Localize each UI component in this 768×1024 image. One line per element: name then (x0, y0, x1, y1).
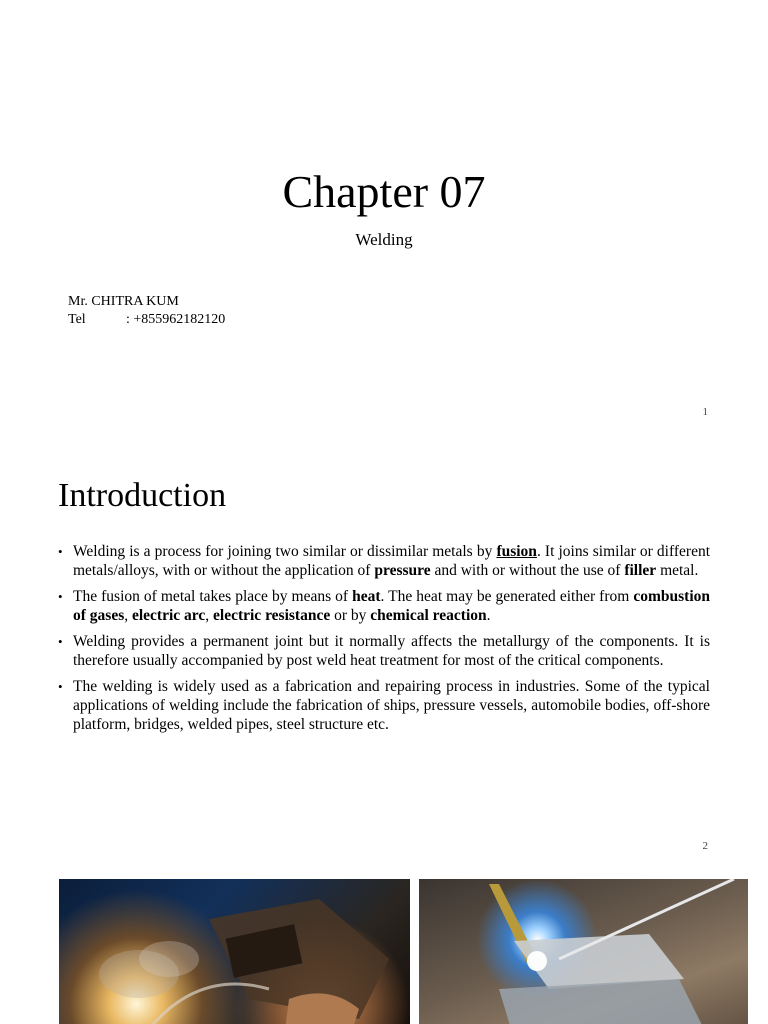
bullet-text: . The heat may be generated either from (380, 588, 634, 605)
page-number: 2 (702, 840, 708, 852)
bullet-term: fusion (496, 543, 537, 560)
bullet-term: filler (624, 562, 657, 579)
bullet-icon: • (58, 589, 63, 604)
bullet-text: The welding is widely used as a fabrication and repairing process in industries. Some of the typical applications of welding include the fabrication of ships, pressure vessels, automobile bodies, off-shore platform, bridges, welded pipes, steel structure etc. (73, 678, 710, 733)
bullet-item (58, 677, 710, 734)
bullet-text: and with or without the use of (430, 562, 625, 579)
torch-illustration (419, 879, 748, 1024)
photo-slide (0, 864, 768, 1024)
bullet-item (58, 632, 710, 670)
bullet-text: The fusion of metal takes place by means of (73, 588, 353, 605)
bullet-text: . (486, 607, 491, 624)
author-tel-row (68, 311, 225, 329)
introduction-slide (0, 432, 768, 864)
bullet-term: combustion of gases (73, 588, 710, 624)
welder-illustration (59, 879, 410, 1024)
slide-title: Chapter 07 (282, 166, 486, 217)
slide-heading: Introduction (58, 477, 227, 514)
welder-with-mask-photo (59, 879, 410, 1024)
bullet-term: pressure (374, 562, 431, 579)
bullet-term: electric arc (131, 607, 206, 624)
bullet-icon: • (58, 679, 63, 694)
bullet-text: . It joins similar or different metals/alloys, with or without the application of (73, 543, 711, 579)
tel-label: Tel (68, 312, 86, 327)
bullet-item (58, 587, 710, 625)
bullet-term: heat (352, 588, 381, 605)
bullet-text: Welding provides a permanent joint but it normally affects the metallurgy of the components. It is therefore usually accompanied by post weld heat treatment for most of the critical components. (73, 633, 710, 669)
torch-welding-plate-photo (419, 879, 748, 1024)
title-slide (0, 0, 768, 432)
bullet-text: metal. (656, 562, 699, 579)
bullet-text: , (124, 607, 132, 624)
bullet-text: or by (330, 607, 371, 624)
author-name: Mr. CHITRA KUM (68, 294, 179, 309)
bullet-term: electric resistance (213, 607, 331, 624)
slide-subtitle: Welding (355, 230, 413, 249)
bullet-icon: • (58, 634, 63, 649)
author-name-row (68, 293, 225, 311)
bullet-icon: • (58, 544, 63, 559)
author-block (68, 293, 225, 329)
bullet-text: Welding is a process for joining two similar or dissimilar metals by (73, 543, 497, 560)
bullet-term: chemical reaction (370, 607, 487, 624)
bullet-item (58, 542, 710, 580)
tel-value: : +855962182120 (126, 312, 226, 327)
page-number: 1 (702, 406, 708, 418)
bullet-list (58, 542, 710, 741)
bullet-text: , (205, 607, 214, 624)
